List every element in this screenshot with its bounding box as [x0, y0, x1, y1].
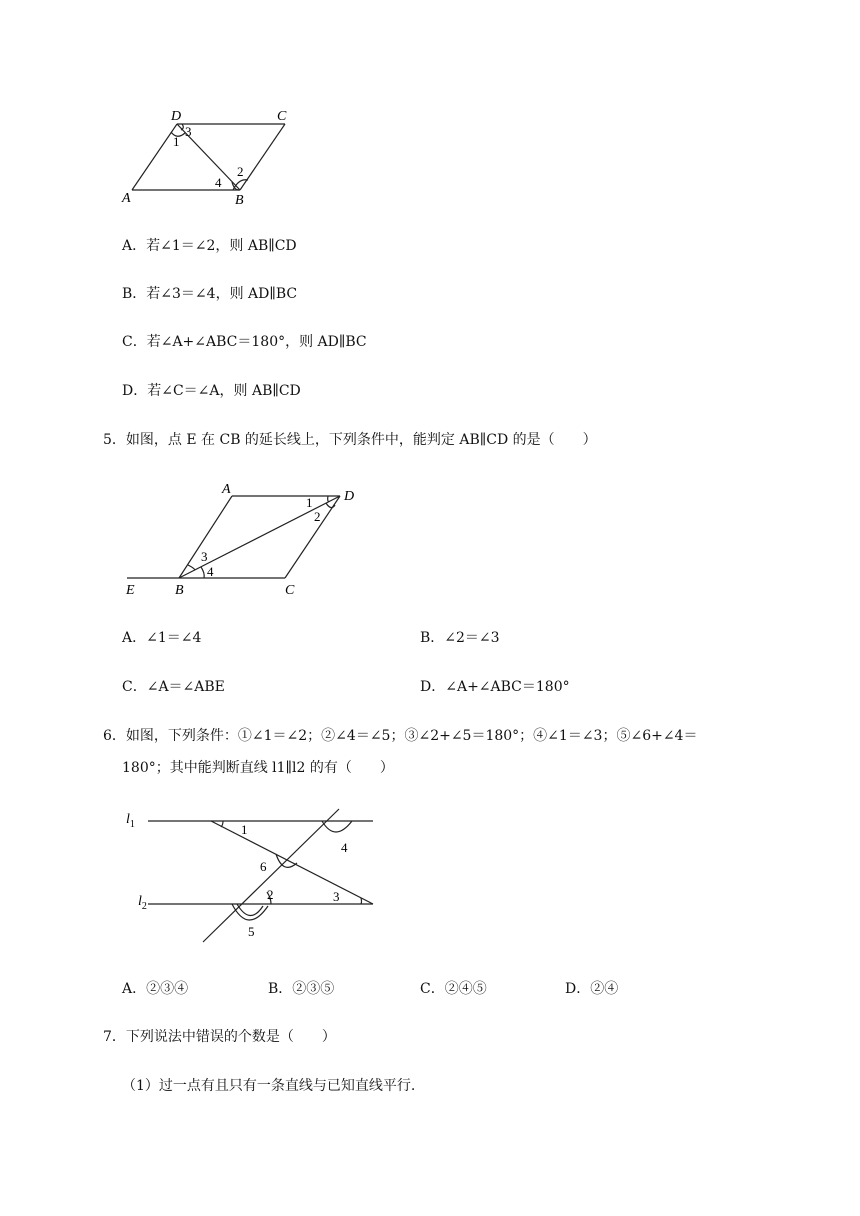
- q5-angle-arc-b4: [201, 567, 204, 578]
- q5-label-b: B: [175, 583, 184, 598]
- q4-option-c: C．若∠A+∠ABC＝180°，则 AD∥BC: [122, 334, 367, 350]
- q4-figure: [115, 100, 315, 212]
- q6-angle-arc-4: [322, 821, 352, 832]
- q5-segment-ab: [179, 496, 232, 578]
- q6-option-b: B．②③⑤: [268, 981, 335, 997]
- q5-figure: [115, 475, 375, 600]
- q4-label-angle-3: 3: [185, 124, 192, 139]
- q5-angle-arc-b3: [188, 565, 195, 570]
- q5-segment-dc: [285, 496, 340, 578]
- q4-label-angle-1: 1: [173, 134, 180, 149]
- q4-label-angle-4: 4: [215, 175, 222, 190]
- q4-segment-ad: [132, 124, 177, 190]
- q6-label-angle-5: 5: [248, 924, 255, 939]
- q5-angle-arc-d1: [328, 496, 329, 502]
- q7-stem: 7．下列说法中错误的个数是（ ）: [103, 1029, 336, 1045]
- q4-label-a: A: [122, 191, 131, 206]
- q6-label-angle-2: 2: [267, 887, 274, 902]
- q7-item-1: （1）过一点有且只有一条直线与已知直线平行.: [122, 1078, 416, 1094]
- q5-label-d: D: [344, 489, 355, 504]
- q5-label-angle-1: 1: [306, 495, 313, 510]
- q5-label-a: A: [222, 482, 231, 497]
- q5-option-b: B．∠2＝∠3: [420, 630, 500, 646]
- q5-option-d: D．∠A+∠ABC＝180°: [420, 679, 570, 695]
- q6-label-angle-4: 4: [341, 840, 348, 855]
- q5-label-e: E: [126, 583, 135, 598]
- q6-label-angle-3: 3: [333, 889, 340, 904]
- q4-label-c: C: [277, 109, 287, 124]
- q6-stem-line2: 180°；其中能判断直线 l1∥l2 的有（ ）: [122, 760, 394, 776]
- q6-transversal-a: [211, 821, 373, 904]
- q4-label-d: D: [171, 109, 182, 124]
- q6-angle-arc-1: [221, 821, 223, 827]
- q6-label-angle-6: 6: [260, 859, 267, 874]
- q6-label-l1: $l_1$: [126, 812, 135, 830]
- q6-label-l2: $l_2$: [138, 894, 147, 912]
- q6-option-d: D．②④: [565, 981, 619, 997]
- q5-label-c: C: [285, 583, 295, 598]
- q5-option-a: A．∠1＝∠4: [122, 630, 202, 646]
- q4-label-angle-2: 2: [237, 164, 244, 179]
- q4-option-d: D．若∠C＝∠A，则 AB∥CD: [122, 383, 301, 399]
- q5-label-angle-2: 2: [314, 509, 321, 524]
- q4-option-b: B．若∠3＝∠4，则 AD∥BC: [122, 286, 298, 302]
- q4-option-a: A．若∠1＝∠2，则 AB∥CD: [122, 238, 297, 254]
- q5-option-c: C．∠A＝∠ABE: [122, 679, 225, 695]
- q6-option-a: A．②③④: [122, 981, 189, 997]
- q6-stem-line1: 6．如图，下列条件：①∠1＝∠2；②∠4＝∠5；③∠2+∠5＝180°；④∠1＝∠3；⑤∠6+∠4＝: [103, 728, 698, 744]
- q5-stem: 5．如图，点 E 在 CB 的延长线上，下列条件中，能判定 AB∥CD 的是（ ）: [103, 432, 597, 448]
- q4-label-b: B: [235, 193, 244, 208]
- q6-figure: [115, 805, 385, 950]
- q5-label-angle-4: 4: [207, 564, 214, 579]
- q6-angle-arc-3: [361, 898, 362, 904]
- q5-label-angle-3: 3: [201, 549, 208, 564]
- q6-option-c: C．②④⑤: [420, 981, 487, 997]
- q6-label-angle-1: 1: [241, 822, 248, 837]
